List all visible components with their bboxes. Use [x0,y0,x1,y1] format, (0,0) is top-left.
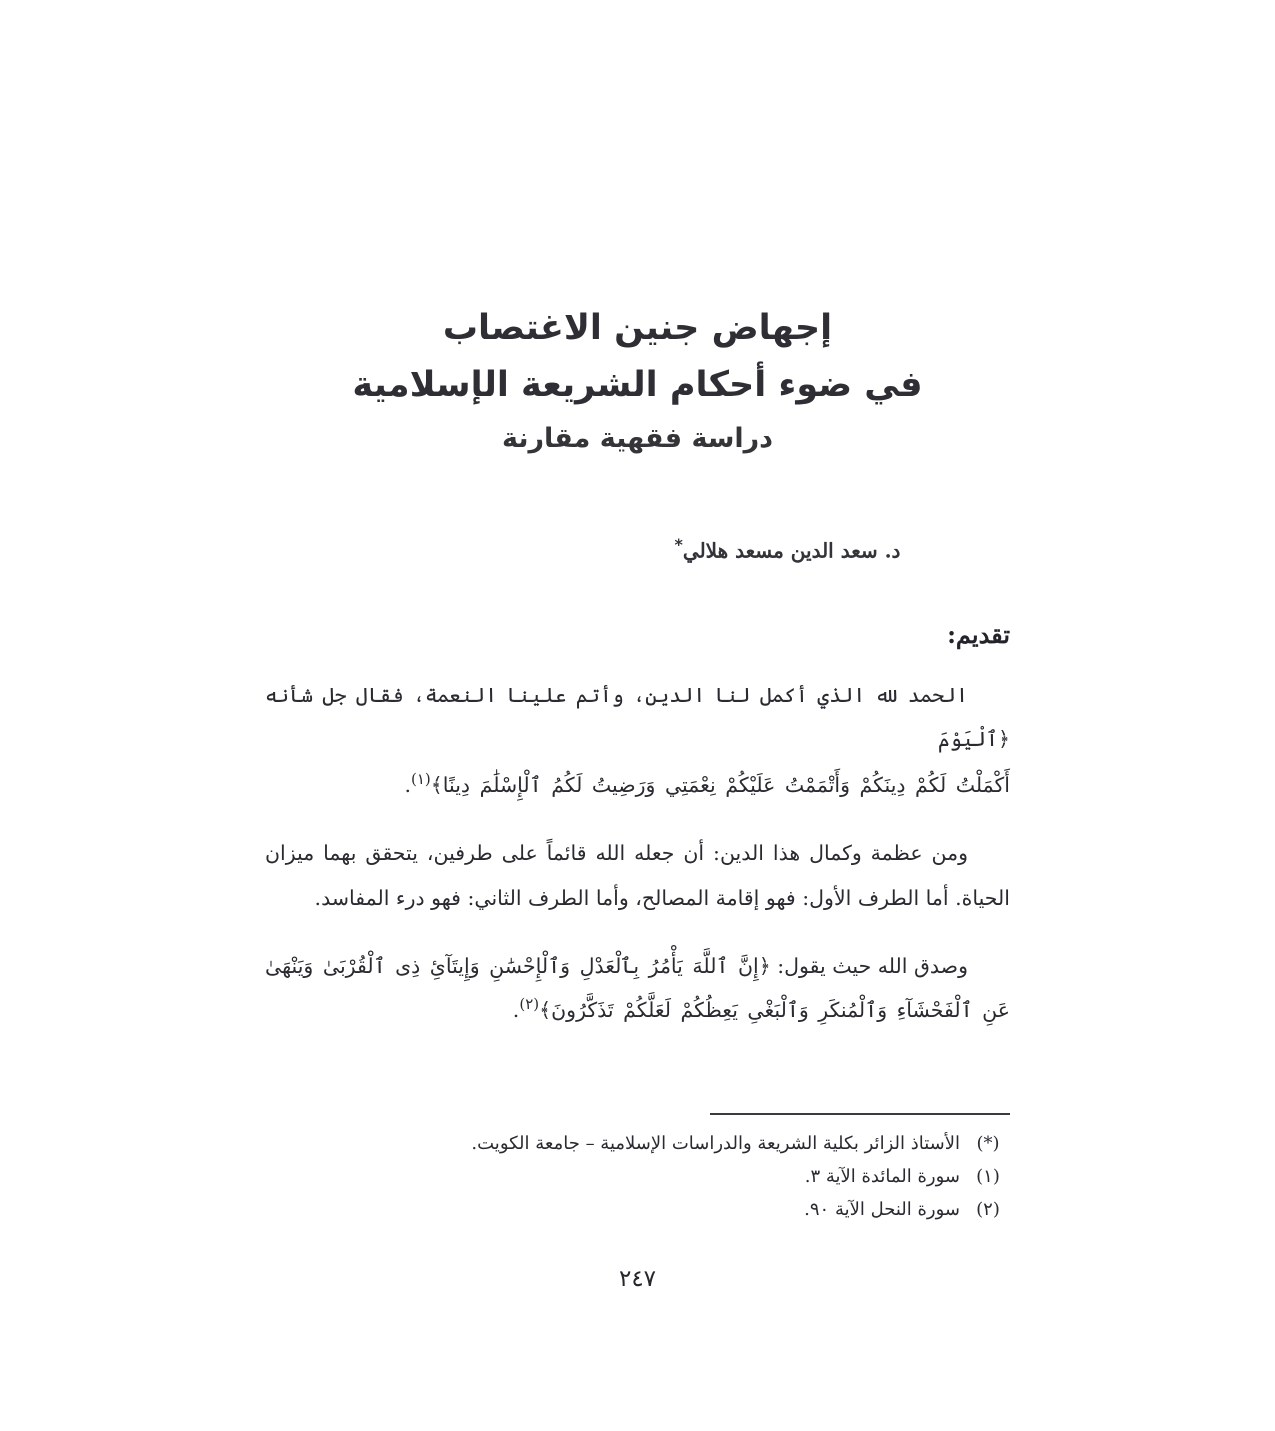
footnotes-section [265,1128,1010,1226]
page-number: ٢٤٧ [618,1266,657,1292]
footnote-text: سورة المائدة الآية ٣. [804,1165,960,1187]
footnote-item-1 [265,1161,1010,1194]
footnote-text: الأستاذ الزائر بكلية الشريعة والدراسات الإسلامية – جامعة الكويت. [471,1133,960,1154]
paragraph-3-period: . [512,997,520,1022]
author-byline [265,535,1010,563]
footnote-reference-2: (٢) [519,994,540,1013]
footnote-item-2 [265,1194,1010,1227]
body-paragraph-2: ومن عظمة وكمال هذا الدين: أن جعله الله قائماً على طرفين، يتحقق بهما ميزان الحياة. أما الطرف الأول: فهو إقامة المصالح، وأما الطرف الثاني: فهو درء المفاسد. [265,841,1010,910]
paragraph-3-intro: وصدق الله حيث يقول: [770,953,968,978]
body-paragraph-1-quran [265,763,1010,807]
article-title-line-1: إجهاض جنين الاغتصاب [442,308,833,348]
footnote-marker: (٢) [976,1198,1000,1220]
footnote-separator-rule [710,1113,1010,1115]
footnote-item-asterisk [265,1128,1010,1161]
body-paragraph-1 [265,673,1010,761]
paragraph-1-period: . [404,773,411,798]
author-name: د. سعد الدين مسعد هلالي [682,538,901,563]
article-title-line-2: في ضوء أحكام الشريعة الإسلامية [352,364,923,405]
quran-verse-2: ﴿إِنَّ ٱللَّهَ يَأْمُرُ بِٱلْعَدْلِ وَٱلْإِحْسَٰنِ وَإِيتَآئِ ذِى ٱلْقُرْبَىٰ وَيَنْهَىٰ عَنِ ٱلْفَحْشَآءِ وَٱلْمُنكَرِ وَٱلْبَغْىِ يَعِظُكُمْ لَعَلَّكُمْ تَذَكَّرُونَ﴾ [265,953,1010,1022]
article-subtitle: دراسة فقهية مقارنة [501,423,774,455]
article-title-block [265,300,1010,463]
page-content [265,300,1010,1032]
quran-verse-1: أَكْمَلْتُ لَكُمْ دِينَكُمْ وَأَتْمَمْتُ عَلَيْكُمْ نِعْمَتِي وَرَضِيتُ لَكُمُ ٱلْإِسْلَٰمَ دِينًا﴾ [430,773,1010,798]
footnote-text: سورة النحل الآية ٩٠. [804,1198,960,1220]
body-paragraph-3 [265,944,1010,1032]
footnote-marker: (١) [976,1165,1000,1187]
section-heading-introduction: تقديم: [947,620,1010,650]
author-footnote-marker: * [674,534,683,554]
footnote-marker: (*) [976,1133,1000,1154]
author-name-wrapper [675,535,901,563]
footnote-reference-1: (١) [411,770,431,789]
paragraph-1-line-1: الحمد لله الذي أكمل لنا الدين، وأتم علينا النعمة، فقال جل شأنه ﴿ٱلْيَوْمَ [265,683,1010,752]
